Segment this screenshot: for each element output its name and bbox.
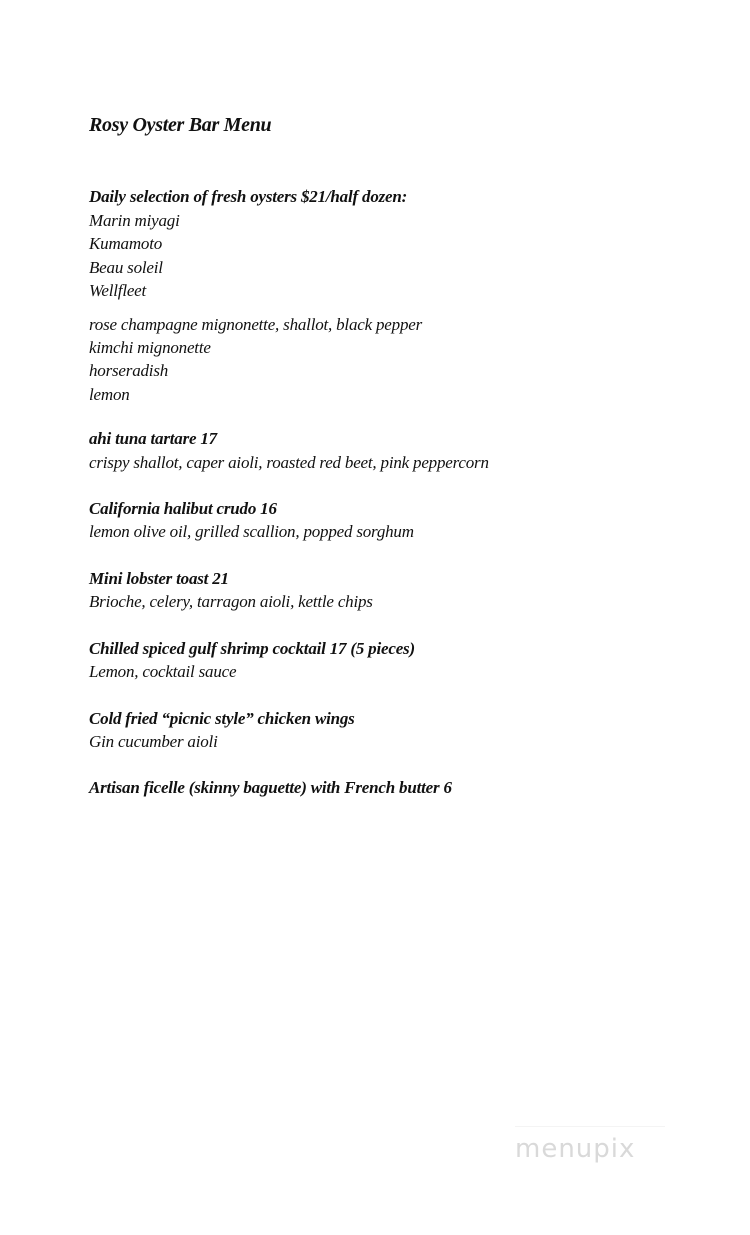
dish-description: crispy shallot, caper aioli, roasted red beet, pink peppercorn [89, 452, 489, 472]
menupix-watermark: menupix [515, 1126, 665, 1171]
dish-description: Lemon, cocktail sauce [89, 662, 237, 682]
menu-dish [89, 427, 709, 474]
dish-description: Gin cucumber aioli [89, 731, 218, 751]
oyster-section-heading: Daily selection of fresh oysters $21/half dozen: [89, 187, 408, 206]
menu-dish [89, 707, 709, 754]
oyster-accompaniments-list [89, 313, 709, 407]
oyster-variety: Beau soleil [89, 257, 163, 277]
menu-dish [89, 637, 709, 684]
oyster-accompaniment: lemon [89, 384, 130, 404]
dish-name: ahi tuna tartare 17 [89, 429, 217, 449]
menu-dish [89, 497, 709, 544]
oyster-variety: Kumamoto [89, 234, 163, 254]
dish-name: California halibut crudo 16 [89, 499, 277, 519]
menu-dish [89, 567, 709, 614]
menu-content [89, 112, 709, 800]
dish-description: Brioche, celery, tarragon aioli, kettle chips [89, 592, 373, 612]
dish-name: Chilled spiced gulf shrimp cocktail 17 (5 pieces) [89, 638, 415, 658]
menu-title: Rosy Oyster Bar Menu [89, 114, 272, 136]
dish-name: Cold fried “picnic style” chicken wings [89, 708, 355, 728]
dish-description: lemon olive oil, grilled scallion, popped sorghum [89, 522, 414, 542]
oyster-variety: Marin miyagi [89, 211, 180, 230]
oyster-accompaniment: kimchi mignonette [89, 338, 211, 358]
oyster-accompaniment: horseradish [89, 361, 169, 381]
oyster-varieties-list [89, 209, 709, 303]
oyster-accompaniment: rose champagne mignonette, shallot, black pepper [89, 314, 423, 334]
dish-name: Artisan ficelle (skinny baguette) with French butter 6 [89, 778, 452, 798]
dish-name: Mini lobster toast 21 [89, 568, 229, 588]
oyster-variety: Wellfleet [89, 281, 147, 301]
menu-dish [89, 776, 709, 799]
